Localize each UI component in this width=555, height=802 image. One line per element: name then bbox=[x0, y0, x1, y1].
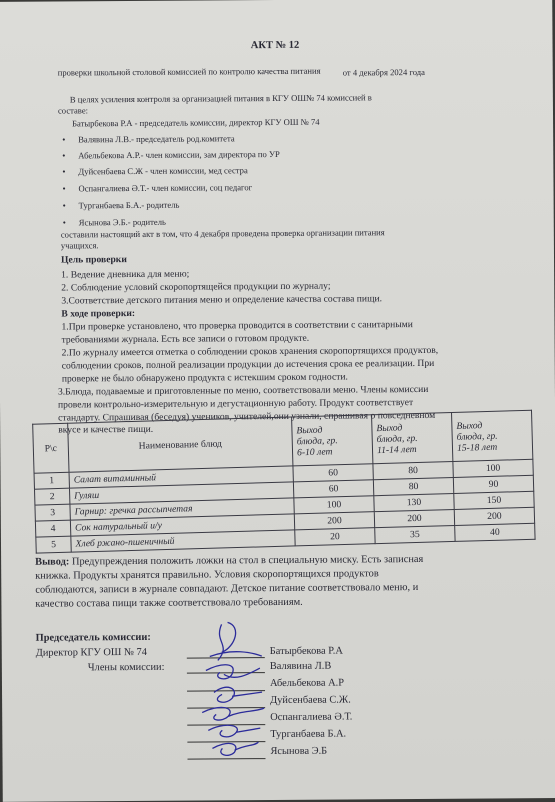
col-header-number: Р\с bbox=[33, 423, 69, 473]
finding-line: стандарту. Спрашивая (беседуя) учеников, учителей,они узнали, спрашивая о повседневном bbox=[58, 409, 436, 424]
conclusion-line: книжка. Продукты хранятся правильно. Условия скоропортящихся продуктов bbox=[35, 568, 379, 582]
intro-line-1: В целях усиления контроля за организацией питания в КГУ ОШ№ 74 комиссией в bbox=[69, 92, 372, 105]
signatory-name: Ясынова Э.Б bbox=[270, 745, 328, 758]
members-label: Члены комиссии: bbox=[87, 661, 165, 674]
signatory-name: Батырбекова Р.А bbox=[269, 645, 343, 658]
col-header-age-6-10: Выход блюда, гр. 6-10 лет bbox=[292, 415, 373, 466]
col-header-age-15-18: Выход блюда, гр. 15-18 лет bbox=[452, 410, 533, 461]
handwritten-signatures bbox=[191, 612, 282, 763]
col-header-dish: Наименование блюд bbox=[68, 417, 293, 472]
goal-item: 2. Соблюдение условий скоропортящейся продукции по журналу; bbox=[61, 280, 331, 294]
goal-heading: Цель проверки bbox=[60, 254, 127, 266]
table-row: 1 Салат витаминный 60 80 100 bbox=[34, 459, 533, 489]
director-label: Директор КГУ ОШ № 74 bbox=[35, 646, 147, 659]
finding-line: 1.При проверке установлено, что проверка проводится в соответствии с санитарными bbox=[61, 319, 413, 333]
member-item: • Абельбекова А.Р.- член комиссии, зам директора по УР bbox=[78, 149, 280, 161]
member-item: • Ясынова Э.Б.- родитель bbox=[79, 217, 166, 229]
signatory-name: Валявина Л.В bbox=[269, 660, 332, 673]
table-row: 5 Хлеб ржано-пшеничный 20 35 40 bbox=[36, 523, 535, 553]
progress-heading: В ходе проверки: bbox=[61, 307, 136, 320]
table-row: 3 Гарнир: гречка рассыпчетая 100 130 150 bbox=[35, 491, 534, 521]
intro-line-2: составе: bbox=[57, 105, 89, 116]
table-row: 4 Сок натуральный и/у 200 200 200 bbox=[35, 507, 534, 537]
member-item: Батырбекова Р.А - председатель комиссии, директор КГУ ОШ № 74 bbox=[72, 116, 320, 129]
act-title: АКТ № 12 bbox=[250, 39, 300, 52]
member-item: • Оспангалиева Ә.Т.- член комиссии, соц педагог bbox=[78, 182, 252, 194]
compiled-line-1: составили настоящий акт в том, что 4 декабря проведена проверка организации питания bbox=[60, 227, 385, 240]
conclusion-line: качество состава пищи также соответствовало требованиям. bbox=[35, 596, 303, 610]
finding-line: 2.По журналу имеется отметка о соблюдении сроков хранения скоропортящихся продуктов, bbox=[61, 344, 439, 359]
act-date: от 4 декабря 2024 года bbox=[342, 66, 425, 78]
col-header-age-11-14: Выход блюда, гр. 11-14 лет bbox=[372, 413, 453, 464]
conclusion-line: соблюдаются, записи в журнале совпадают. Детское питание соответствовало меню, и bbox=[35, 582, 419, 596]
table-row: 2 Гуляш 60 80 90 bbox=[34, 475, 533, 505]
goal-item: 1. Ведение дневника для меню; bbox=[61, 268, 190, 281]
signatory-name: Турганбаева Б.А. bbox=[270, 728, 347, 741]
conclusion-line: Вывод: Предупреждения положить ложки на стол в специальную миску. Есть записная bbox=[35, 553, 424, 568]
conclusion-label: Вывод: bbox=[35, 556, 70, 568]
goal-item: 3.Соответствие детского питания меню и определение качества состава пищи. bbox=[61, 293, 383, 307]
finding-line: провели контрольно-измерительную и дегустационную работу. Продукт соответствует bbox=[57, 397, 414, 411]
signatory-name: Абельбекова А.Р bbox=[269, 677, 345, 690]
chair-label: Председатель комиссии: bbox=[35, 631, 151, 644]
finding-line: 3.Блюда, подаваемые и приготовленные по меню, соответствовали меню. Члены комиссии bbox=[57, 383, 429, 398]
act-subtitle: проверки школьной столовой комиссией по контролю качества питания bbox=[57, 65, 321, 78]
signatory-name: Оспангалиева Ә.Т. bbox=[270, 711, 353, 724]
member-item: • Дуйсенбаева С.Ж - член комиссии, мед сестра bbox=[78, 165, 247, 177]
member-item: • Валявина Л.В.- председатель род.комитета bbox=[78, 133, 235, 145]
finding-line: соблюдении сроков, полной реализации продукции до истечения срока ее реализации. При bbox=[61, 357, 435, 372]
member-item: • Турганбаева Б.А.- родитель bbox=[79, 200, 180, 212]
finding-line: вкусе и качестве пищи. bbox=[58, 423, 154, 436]
signatory-name: Дуйсенбаева С.Ж. bbox=[270, 694, 351, 707]
dishes-table bbox=[32, 410, 535, 554]
compiled-line-2: учащихся. bbox=[60, 240, 99, 251]
finding-line: проверке не было обнаружено продукта с истекшим сроком годности. bbox=[61, 371, 348, 385]
finding-line: требованиями журнала. Есть все записи о готовом продукте. bbox=[61, 332, 310, 346]
